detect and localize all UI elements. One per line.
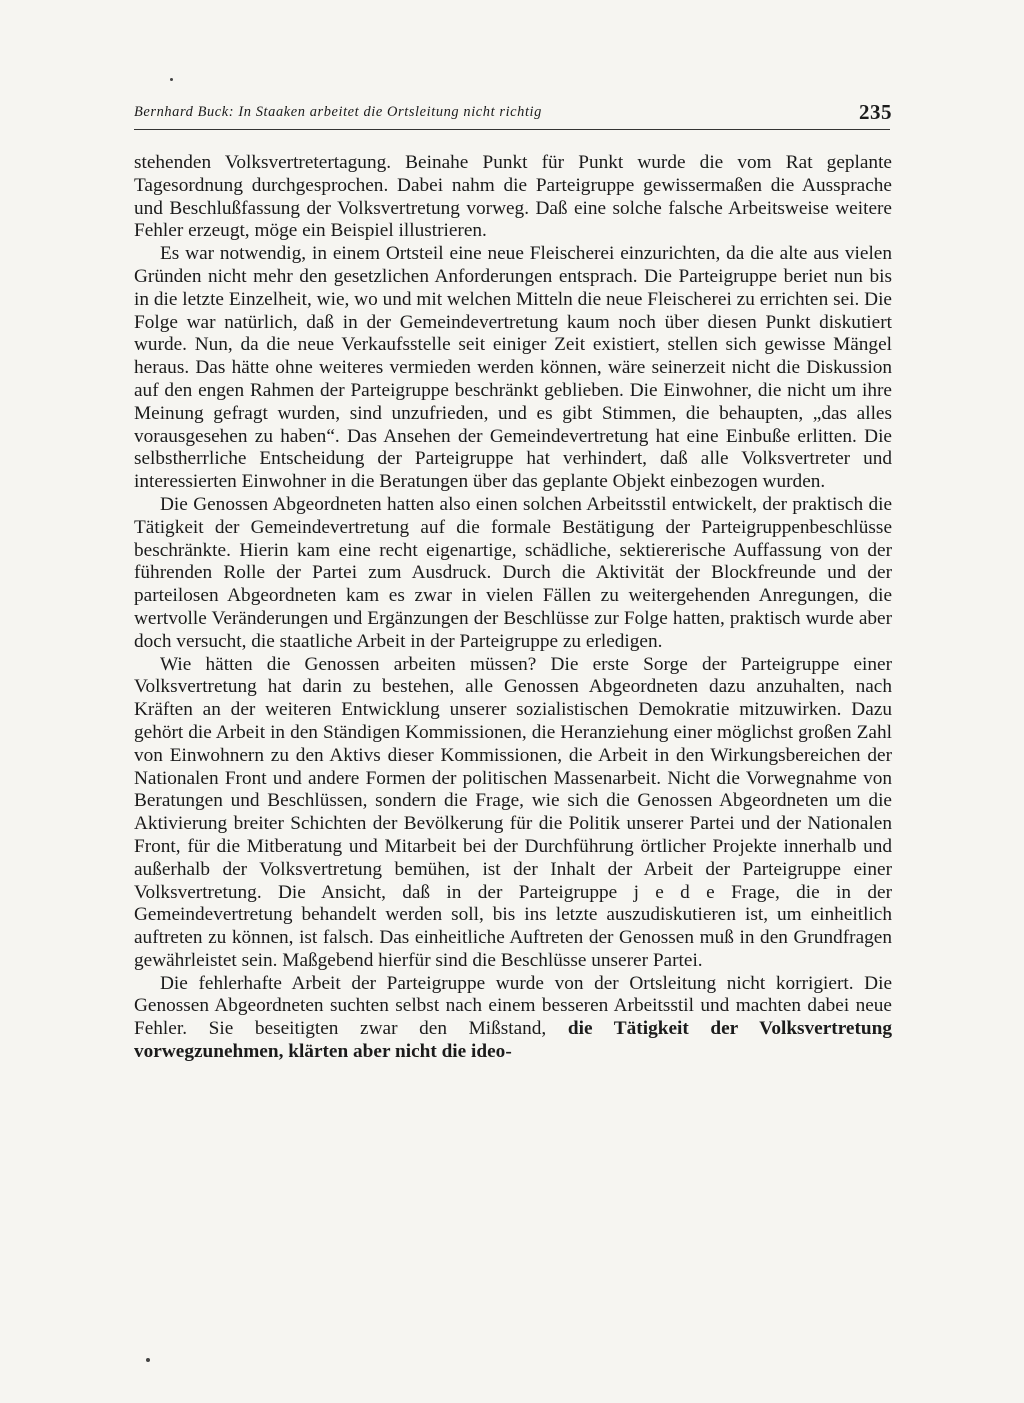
paragraph-4: Wie hätten die Genossen arbeiten müssen? Die erste Sorge der Parteigruppe einer Volksvertretung hat darin zu bestehen, alle Genossen Abgeordneten dazu anzuhalten, nach Kräften an der weiteren Entwicklung unserer sozialistischen Demokratie mitzuwirken. Dazu gehört die Arbeit in den Ständigen Kommissionen, die Heranziehung einer möglichst großen Zahl von Einwohnern zu den Aktivs dieser Kommissionen, die Arbeit in den Wirkungsbereichen der Nationalen Front und andere Formen der politischen Massenarbeit. Nicht die Vorwegnahme von Beratungen und Beschlüssen, sondern die Frage, wie sich die Genossen Abgeordneten um die Aktivierung breiter Schichten der Bevölkerung für die Politik unserer Partei und der Nationalen Front, für die Mitberatung und Mitarbeit bei der Durchführung örtlicher Projekte innerhalb und außerhalb der Volksvertretung bemühen, ist der Inhalt der Arbeit der Parteigruppe einer Volksvertretung. Die Ansicht, daß in der Parteigruppe j e d e Frage, die in der Gemeindevertretung behandelt werden soll, bis ins letzte auszudiskutieren ist, um einheitlich auftreten zu können, ist falsch. Das einheitliche Auftreten der Genossen muß in den Grundfragen gewährleistet sein. Maßgebend hierfür sind die Beschlüsse unserer Partei. — [134, 653, 892, 971]
running-head: Bernhard Buck: In Staaken arbeitet die Ortsleitung nicht richtig — [134, 104, 542, 120]
article-body — [134, 152, 892, 1064]
page-number: 235 — [859, 100, 892, 124]
paragraph-5-text: Die fehlerhafte Arbeit der Parteigruppe wurde von der Ortsleitung nicht korrigiert. Die Genossen Abgeordneten suchten selbst nach einem besseren Arbeitsstil und machten dabei neue Fehler. Sie beseitigten zwar den Mißstand, — [134, 972, 892, 1040]
paragraph-2: Es war notwendig, in einem Ortsteil eine neue Fleischerei einzurichten, da die alte aus vielen Gründen nicht mehr den gesetzlichen Anforderungen entsprach. Die Parteigruppe beriet nun bis in die letzte Einzelheit, wie, wo und mit welchen Mitteln die neue Fleischerei zu errichten sei. Die Folge war natürlich, daß in der Gemeindevertretung kaum noch über diesen Punkt diskutiert wurde. Nun, da die neue Verkaufsstelle seit einiger Zeit existiert, stellen sich gewisse Mängel heraus. Das hätte ohne weiteres vermieden werden können, wäre seinerzeit nicht die Diskussion auf den engen Rahmen der Parteigruppe beschränkt geblieben. Die Einwohner, die nicht um ihre Meinung gefragt wurden, sind unzufrieden, und es gibt Stimmen, die behaupten, „das alles vorausgesehen zu haben“. Das Ansehen der Gemeindevertretung hat eine Einbuße erlitten. Die selbstherrliche Entscheidung der Parteigruppe hat verhindert, daß alle Volksvertreter und interessierten Einwohner in die Beratungen über das geplante Objekt einbezogen wurden. — [134, 243, 892, 493]
paragraph-3: Die Genossen Abgeordneten hatten also einen solchen Arbeitsstil entwickelt, der praktisch die Tätigkeit der Gemeindevertretung auf die formale Bestätigung der Parteigruppenbeschlüsse beschränkte. Hierin kam eine recht eigenartige, schädliche, sektiererische Auffassung von der führenden Rolle der Partei zum Ausdruck. Durch die Aktivität der Blockfreunde und der parteilosen Abgeordneten kam es zwar in vielen Fällen zu weitergehenden Anregungen, die wertvolle Veränderungen und Ergänzungen der Beschlüsse zur Folge hatten, praktisch wurde aber doch versucht, die staatliche Arbeit in der Parteigruppe zu erledigen. — [134, 493, 892, 652]
header-rule — [134, 129, 890, 130]
paragraph-1: stehenden Volksvertretertagung. Beinahe Punkt für Punkt wurde die vom Rat geplante Tagesordnung durchgesprochen. Dabei nahm die Parteigruppe gewissermaßen die Aussprache und Beschlußfassung der Volksvertretung vorweg. Daß eine solche falsche Arbeitsweise weitere Fehler erzeugt, möge ein Beispiel illustrieren. — [134, 152, 892, 242]
final-bold-line: die Tätigkeit der Volksvertretung vorwegzunehmen, klärten aber nicht die ideo- — [134, 1018, 892, 1063]
paragraph-5 — [134, 973, 892, 1064]
scan-speck — [146, 1358, 150, 1362]
scan-speck — [170, 78, 173, 81]
page-header — [134, 100, 892, 130]
